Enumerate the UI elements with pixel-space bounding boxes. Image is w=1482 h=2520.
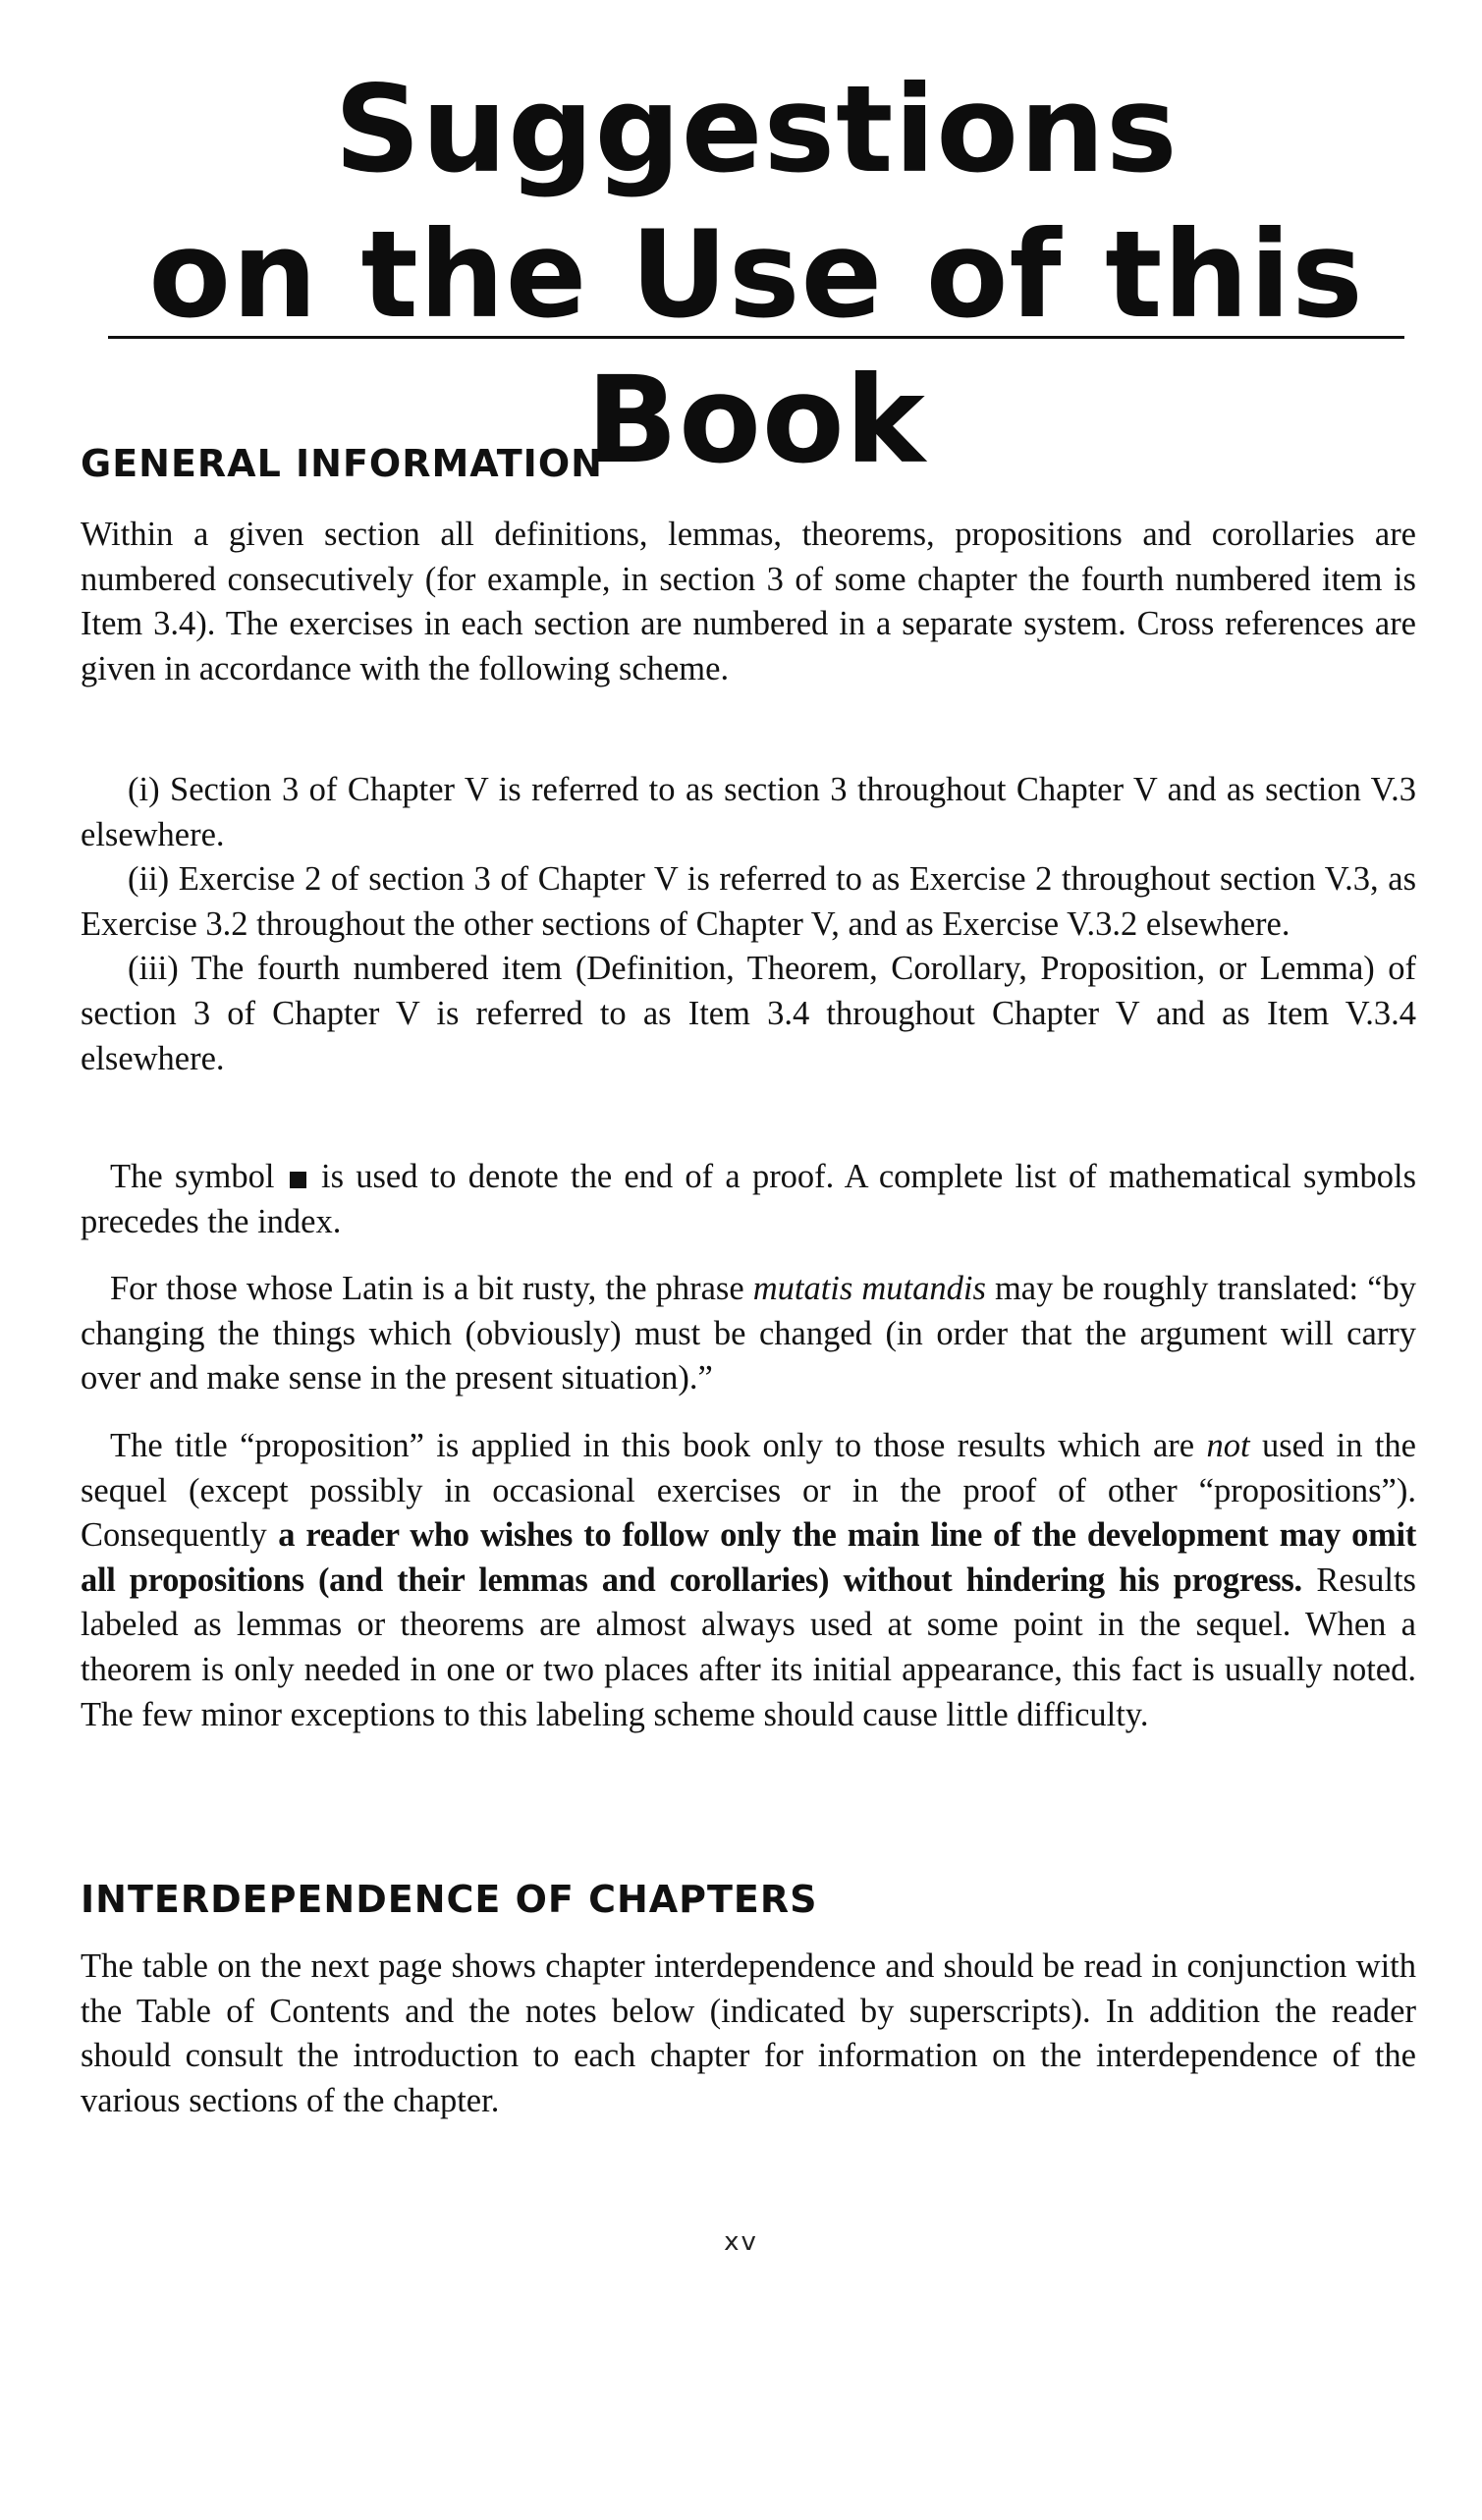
title-divider xyxy=(108,336,1404,339)
proposition-text-2: used in the sequel (except possibly in occasional exercises or in the proof of other “propositions”). Consequently xyxy=(81,1427,1416,1555)
general-information-heading: GENERAL INFORMATION xyxy=(81,442,603,485)
list-item: (i) Section 3 of Chapter V is referred to as section 3 throughout Chapter V and as section V.3 elsewhere. xyxy=(81,771,1416,853)
symbol-paragraph xyxy=(81,1155,1416,1244)
end-of-proof-square-icon xyxy=(290,1172,306,1188)
proposition-text-1: The title “proposition” is applied in this book only to those results which are xyxy=(110,1427,1207,1464)
title-line-2: on the Use of this Book xyxy=(148,205,1364,490)
page-title xyxy=(118,57,1395,493)
interdependence-heading: INTERDEPENDENCE OF CHAPTERS xyxy=(81,1878,818,1921)
proposition-bold-statement: a reader who wishes to follow only the main line of the development may omit all propositions (and their lemmas and corollaries) without hindering his progress. xyxy=(81,1516,1417,1599)
symbol-text-after: is used to denote the end of a proof. A complete list of mathematical symbols precedes the index. xyxy=(81,1158,1417,1240)
latin-text-before: For those whose Latin is a bit rusty, the phrase xyxy=(110,1270,753,1307)
symbol-text-before: The symbol xyxy=(110,1158,275,1195)
title-line-1: Suggestions xyxy=(334,60,1179,199)
page-number: xv xyxy=(724,2227,758,2257)
proposition-paragraph xyxy=(81,1424,1416,1737)
latin-paragraph xyxy=(81,1267,1416,1401)
interdependence-body xyxy=(81,1945,1416,2123)
general-information-body xyxy=(81,513,1416,691)
proposition-text-3: Results labeled as lemmas or theorems are almost always used at some point in the sequel. When a theorem is only needed in one or two places after its initial appearance, this fact is usually noted. The few minor exceptions to this labeling scheme should cause little difficulty. xyxy=(81,1561,1416,1733)
list-item: (ii) Exercise 2 of section 3 of Chapter V is referred to as Exercise 2 throughout section V.3, as Exercise 3.2 throughout the other sections of Chapter V, and as Exercise V.3.2 elsewhere. xyxy=(81,860,1416,943)
latin-text-after: may be roughly translated: “by changing the things which (obviously) must be changed (in order that the argument will carry over and make sense in the present situation).” xyxy=(81,1270,1417,1397)
latin-phrase: mutatis mutandis xyxy=(752,1270,986,1307)
general-information-section xyxy=(81,440,1416,487)
interdependence-section xyxy=(81,1876,1416,1923)
cross-reference-list xyxy=(81,768,1416,1081)
interdependence-paragraph: The table on the next page shows chapter interdependence and should be read in conjunction with the Table of Contents and the notes below (indicated by superscripts). In addition the reader should consult the introduction to each chapter for information on the interdependence of the various sections of the chapter. xyxy=(81,1947,1416,2119)
list-item: (iii) The fourth numbered item (Definition, Theorem, Corollary, Proposition, or Lemma) of section 3 of Chapter V is referred to as Item 3.4 throughout Chapter V and as Item V.3.4 elsewhere. xyxy=(81,950,1416,1077)
proposition-emphasis: not xyxy=(1206,1427,1250,1464)
intro-paragraph: Within a given section all definitions, lemmas, theorems, propositions and corollaries are numbered consecutively (for example, in section 3 of some chapter the fourth numbered item is Item 3.4). The exercises in each section are numbered in a separate system. Cross references are given in accordance with the following scheme. xyxy=(81,516,1416,687)
